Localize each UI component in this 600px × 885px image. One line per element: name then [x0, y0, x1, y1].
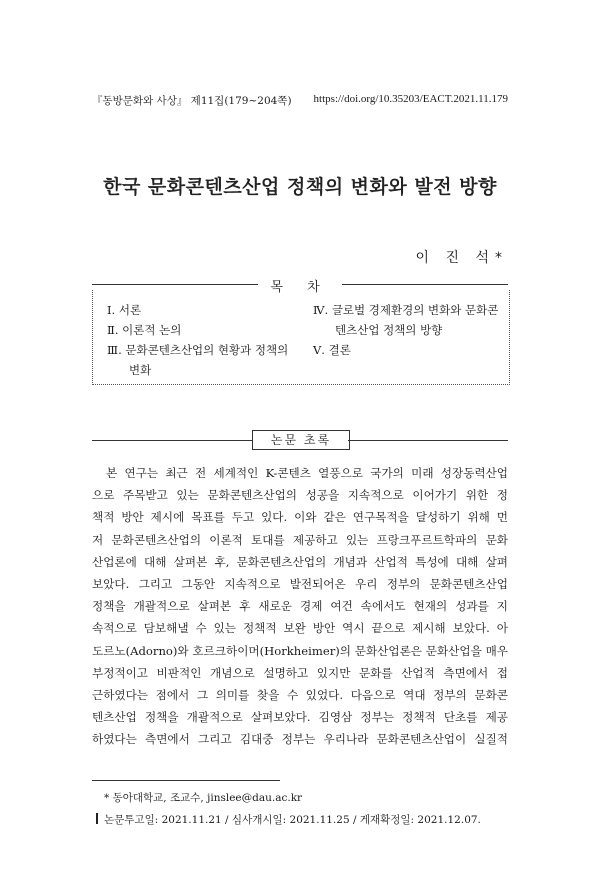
abstract-heading-row [92, 430, 508, 450]
footnote-dates-text: 논문투고일: 2021.11.21 / 심사개시일: 2021.11.25 / 게재확정일: 2021.12.07. [104, 814, 481, 826]
abstract-line: 도르노(Adorno)와 호르크하이머(Horkheimer)의 문화산업론은 문화산업을 매우 [92, 643, 508, 658]
footnote-bar-icon [96, 813, 98, 824]
abstract-line: 산업론에 대해 살펴본 후, 문화콘텐츠산업의 개념과 산업적 특성에 대해 살펴 [92, 554, 508, 569]
abstract-line: 으로 주목받고 있는 문화콘텐츠산업의 성공을 지속적으로 이어가기 위한 정 [92, 488, 508, 503]
abstract-line: 책적 방안 제시에 목표를 두고 있다. 이와 같은 연구목적을 달성하기 위해 먼 [92, 510, 508, 525]
toc-item: Ⅱ. 이론적 논의 [107, 323, 182, 337]
abstract-line: 정책을 개괄적으로 살펴본 후 새로운 경제 여건 속에서도 현재의 성과를 지 [92, 599, 508, 614]
abstract-heading: 논문 초록 [252, 430, 350, 450]
toc-item-continuation: 텐츠산업 정책의 방향 [335, 323, 443, 337]
toc-item: Ⅰ. 서론 [107, 303, 142, 317]
abstract-rule-left [92, 440, 252, 441]
running-header [92, 93, 508, 109]
paper-title: 한국 문화콘텐츠산업 정책의 변화와 발전 방향 [103, 176, 497, 198]
toc-item: Ⅴ. 결론 [313, 343, 351, 357]
journal-citation: 『동방문화와 사상』 제11집(179∼204쪽) [92, 95, 292, 107]
toc-heading: 목 차 [270, 280, 330, 295]
author-name: 이 진 석* [415, 250, 508, 266]
toc-item: Ⅳ. 글로벌 경제환경의 변화와 문화콘 [313, 303, 499, 317]
toc-right-column [313, 300, 509, 360]
abstract-line: 보았다. 그리고 그동안 지속적으로 발전되어온 우리 정부의 문화콘텐츠산업 [92, 577, 508, 592]
abstract-rule-right [348, 440, 508, 441]
abstract-line: 본 연구는 최근 전 세계적인 K-콘텐츠 열풍으로 국가의 미래 성장동력산업 [106, 466, 508, 480]
abstract-line: 부정적이고 비판적인 개념으로 설명하고 있지만 문화를 산업적 측면에서 접 [92, 665, 508, 680]
toc-rule-right [342, 284, 508, 285]
abstract-line: 하였다는 측면에서 그리고 김대중 정부는 우리나라 문화콘텐츠산업이 실질적 [92, 732, 508, 747]
doi-link[interactable]: https://doi.org/10.35203/EACT.2021.11.179 [313, 93, 508, 105]
abstract-line: 저 문화콘텐츠산업의 이론적 토대를 제공하고 있는 프랑크푸르트학파의 문화 [92, 532, 508, 547]
footnote-affiliation: * 동아대학교, 조교수, jinslee@dau.ac.kr [104, 792, 303, 804]
abstract-body [92, 462, 508, 751]
abstract-line: 근하였다는 점에서 그 의미를 찾을 수 있었다. 다음으로 역대 정부의 문화콘 [92, 688, 508, 703]
table-of-contents [92, 290, 510, 385]
toc-item: Ⅲ. 문화콘텐츠산업의 현황과 정책의 [107, 343, 289, 357]
abstract-line: 텐츠산업 정책을 개괄적으로 살펴보았다. 김영삼 정부는 정책적 단초를 제공 [92, 710, 508, 725]
footnote-dates [96, 812, 481, 827]
toc-item-continuation: 변화 [129, 363, 152, 377]
abstract-line: 속적으로 담보해낼 수 있는 정책적 보완 방안 역시 끝으로 제시해 보았다. 아 [92, 621, 508, 636]
toc-heading-row [92, 277, 508, 295]
toc-left-column [107, 300, 303, 380]
footnote-rule [92, 780, 280, 781]
